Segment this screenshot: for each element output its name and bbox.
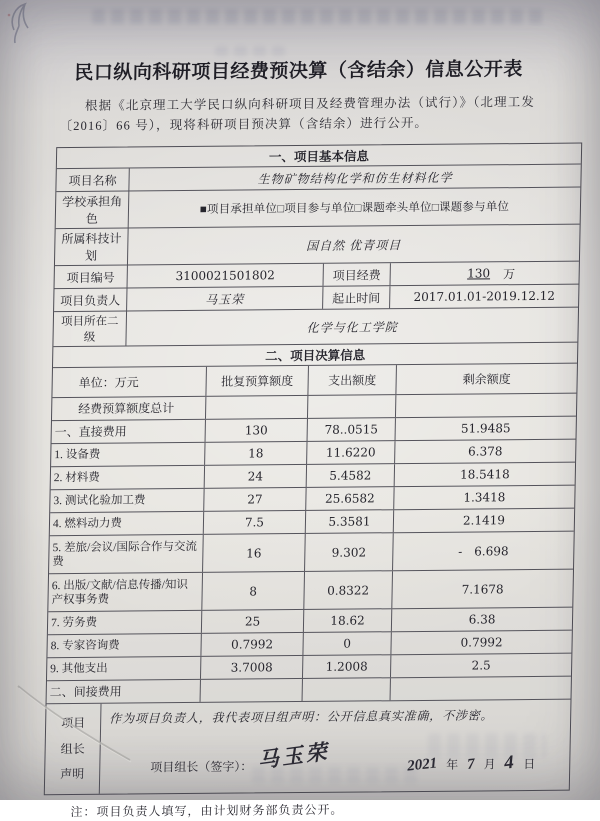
program-row <box>55 224 580 266</box>
spent-cell: 78..0515 <box>307 418 395 441</box>
declaration-body <box>99 700 571 794</box>
budget-unit: 万 <box>503 266 516 281</box>
budget-cell: 24 <box>204 465 306 488</box>
intro-paragraph: 根据《北京理工大学民口纵向科研项目及经费管理办法（试行）》（北理工发〔2016〕66 号），现将科研项目预决算（含结余）进行公开。 <box>59 94 536 134</box>
table-row-total <box>52 393 576 421</box>
remaining-cell: 51.9485 <box>395 417 576 441</box>
project-name-value: 生物矿物结构化学和仿生材料化学 <box>128 165 580 191</box>
budget-cell: 27 <box>203 488 305 511</box>
date-year-handwritten: 2021 <box>406 755 438 775</box>
spent-cell: 5.3581 <box>305 510 393 533</box>
main-table <box>44 143 582 796</box>
project-number-value: 3100021501802 <box>127 264 323 288</box>
item-cell: 二、间接费用 <box>49 684 122 700</box>
item-cell: 1. 设备费 <box>54 448 101 462</box>
remaining-cell <box>390 677 571 701</box>
spent-cell: 11.6220 <box>306 441 394 464</box>
spent-cell <box>307 395 395 418</box>
table-row-testing <box>50 485 574 513</box>
remaining-cell: 0.7992 <box>390 631 571 655</box>
program-label: 所属科技计划 <box>61 231 122 263</box>
budget-cell: 16 <box>202 534 305 572</box>
remaining-cell: 2.1419 <box>393 509 574 533</box>
footnote: 注：项目负责人填写，由计划财务部负责公开。 <box>70 802 344 820</box>
item-cell: 2. 材料费 <box>53 471 100 485</box>
item-cell: 3. 测试化验加工费 <box>53 494 146 508</box>
section1-title: 一、项目基本信息 <box>268 149 370 165</box>
budget-cell: 25 <box>201 610 303 633</box>
item-cell: 8. 专家咨询费 <box>50 639 120 653</box>
unit-header: 单位：万元 <box>78 374 139 390</box>
budget-label: 项目经费 <box>323 263 390 286</box>
remaining-cell <box>395 394 576 418</box>
college-value: 化学与化工学院 <box>125 308 578 346</box>
table-row-equipment <box>51 439 575 467</box>
spent-cell: 18.62 <box>303 609 391 632</box>
date-month-unit: 月 <box>483 757 496 772</box>
remaining-cell: 18.5418 <box>394 463 575 487</box>
declaration-label-line: 组长 <box>60 741 85 756</box>
signature-handwriting: 马玉荣 <box>256 739 331 773</box>
budget-cell: 8 <box>201 572 304 610</box>
remaining-cell: - 6.698 <box>392 532 574 571</box>
duration-value: 2017.01.01-2019.12.12 <box>389 285 578 309</box>
remaining-cell: 7.1678 <box>391 570 573 609</box>
item-cell: 经费预算额度总计 <box>78 401 175 416</box>
signature-line <box>108 739 562 779</box>
budget-cell <box>200 679 302 702</box>
project-name-row <box>56 164 580 192</box>
spent-cell: 5.4582 <box>306 464 394 487</box>
college-row <box>53 307 578 347</box>
declaration-label <box>45 704 101 794</box>
section2-title: 二、项目决算信息 <box>265 348 366 364</box>
project-name-label: 项目名称 <box>68 173 117 188</box>
remaining-cell: 6.38 <box>391 608 572 632</box>
item-cell: 5. 差旅/会议/国际合作与交流费 <box>52 540 198 568</box>
duration-label: 起止时间 <box>322 286 389 309</box>
item-cell: 一、直接费用 <box>54 424 127 440</box>
declaration-label-line: 声明 <box>60 766 85 781</box>
date-month-handwritten: 7 <box>466 756 476 773</box>
program-value: 国自然 优青项目 <box>127 225 580 265</box>
budget-cell: 0.7992 <box>200 633 302 656</box>
pi-row <box>54 284 578 312</box>
table-row-fuel-power <box>50 508 574 536</box>
role-label: 学校承担角色 <box>62 194 123 226</box>
project-number-label: 项目编号 <box>66 270 115 285</box>
declaration-row <box>45 699 571 795</box>
table-row-direct-costs <box>52 416 576 444</box>
declaration-label-line: 项目 <box>61 716 86 731</box>
table-row-expert-consulting <box>47 630 571 658</box>
project-number-row <box>55 261 579 289</box>
spent-cell: 25.6582 <box>305 487 393 510</box>
college-label: 项目所在二级 <box>60 315 119 344</box>
item-cell: 7. 劳务费 <box>50 616 98 630</box>
spent-cell: 0.8322 <box>303 571 392 609</box>
pi-label: 项目负责人 <box>60 293 121 308</box>
spent-cell: 9.302 <box>304 533 393 571</box>
budget-value <box>390 262 579 286</box>
date-group <box>407 752 535 775</box>
role-checkbox-value: ■项目承担单位□项目参与单位□课题牵头单位□课题参与单位 <box>128 188 581 228</box>
table-row-travel-meeting <box>49 531 574 574</box>
declaration-statement: 作为项目负责人，我代表项目组声明：公开信息真实准确，不涉密。 <box>109 708 494 726</box>
item-cell: 6. 出版/文献/信息传播/知识产权事务费 <box>51 578 189 606</box>
budget-cell: 3.7008 <box>200 656 302 679</box>
budget-cell: 130 <box>205 419 307 442</box>
table-row-publication-ip <box>48 569 573 612</box>
sign-label: 项目组长（签字）： <box>150 759 253 775</box>
remaining-cell: 2.5 <box>390 654 571 678</box>
table-row-indirect-costs <box>47 676 571 704</box>
table-row-labor <box>48 607 572 635</box>
date-day-unit: 日 <box>523 756 536 772</box>
table-row-materials <box>51 462 575 490</box>
spent-header: 支出额度 <box>307 365 396 395</box>
remaining-cell: 6.378 <box>394 440 575 464</box>
item-cell: 4. 燃料动力费 <box>52 517 123 531</box>
page-title: 民口纵向科研项目经费预决算（含结余）信息公开表 <box>74 59 524 84</box>
table-row-other <box>47 653 571 681</box>
pi-name: 马玉荣 <box>126 287 322 311</box>
budget-cell <box>205 396 307 419</box>
spent-cell <box>302 678 390 701</box>
settlement-header-row <box>52 363 577 398</box>
budget-amount: 130 <box>467 266 491 281</box>
remaining-cell: 1.3418 <box>393 486 574 510</box>
date-day-handwritten: 4 <box>503 751 516 774</box>
item-cell: 9. 其他支出 <box>50 662 108 676</box>
approved-budget-header: 批复预算额度 <box>205 366 308 396</box>
spent-cell: 0 <box>302 632 390 655</box>
budget-cell: 18 <box>204 442 306 465</box>
remaining-header: 剩余额度 <box>395 364 577 395</box>
role-row <box>56 187 581 229</box>
spent-cell: 1.2008 <box>302 655 390 678</box>
date-year-unit: 年 <box>446 757 459 772</box>
budget-cell: 7.5 <box>203 511 305 534</box>
